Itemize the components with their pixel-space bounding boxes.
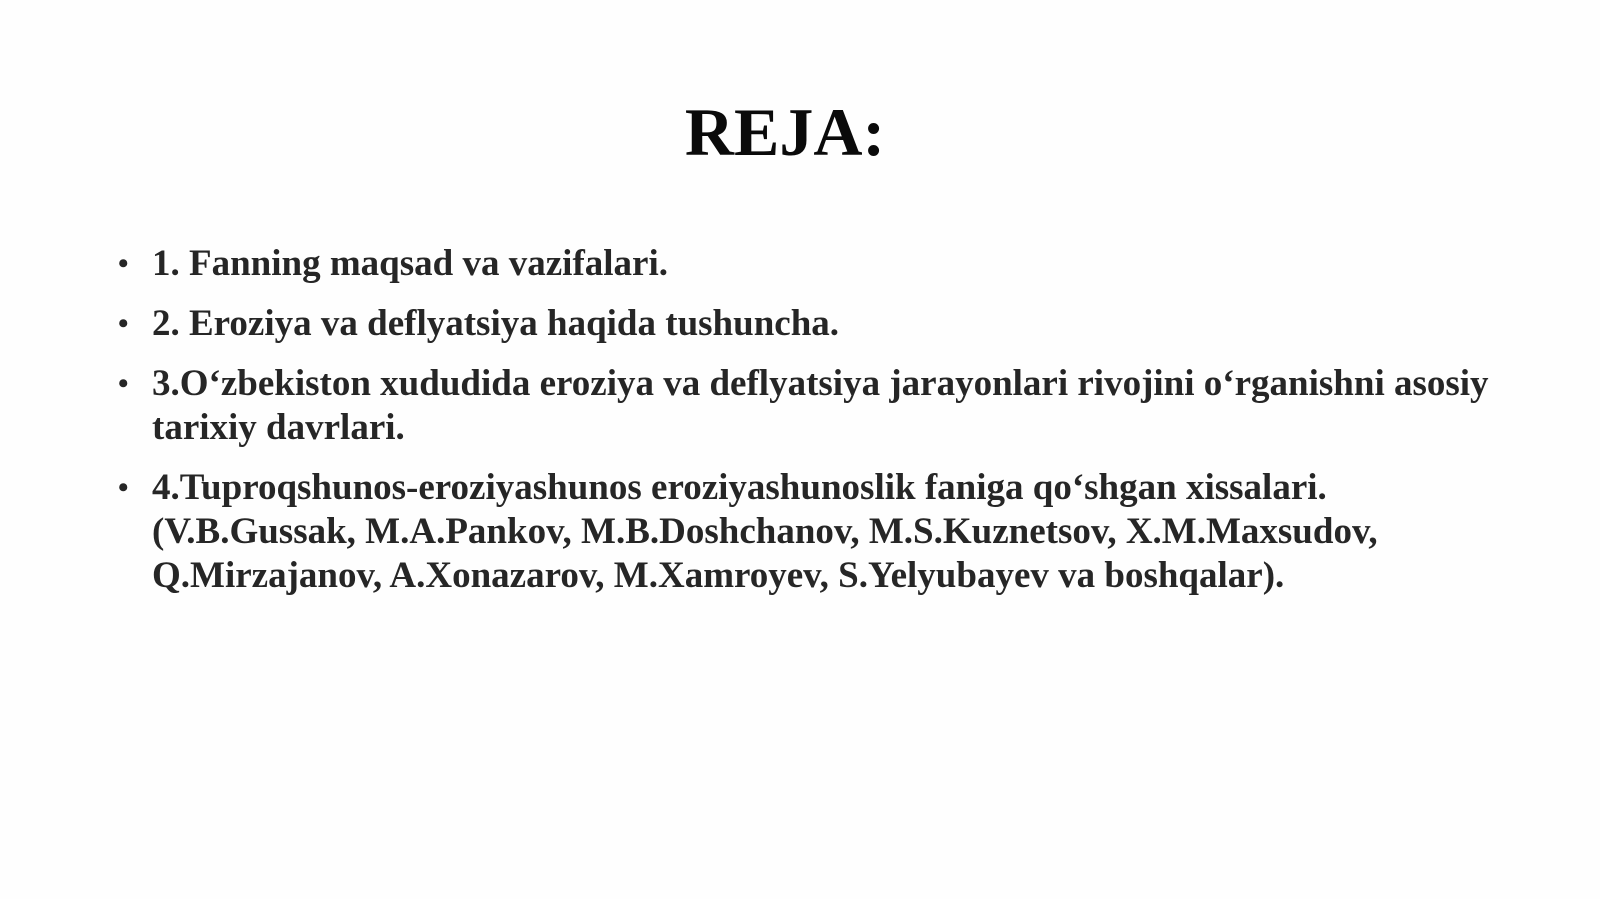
- plan-item-text: 3.O‘zbekiston xududida eroziya va deflyatsiya jarayonlari rivojini o‘rganishni asosiy tarixiy davrlari.: [152, 363, 1489, 448]
- plan-item-2: [118, 302, 1498, 346]
- plan-item-text: 1. Fanning maqsad va vazifalari.: [152, 243, 668, 284]
- plan-list: [118, 242, 1498, 614]
- plan-item-text: 4.Tuproqshunos-eroziyashunos eroziyashunoslik faniga qo‘shgan xissalari. (V.B.Gussak, M.A.Pankov, M.B.Doshchanov, M.S.Kuznetsov, X.M.Maxsudov, Q.Mirzajanov, A.Xonazarov, M.Xamroyev, S.Yelyubayev va boshqalar).: [152, 467, 1378, 596]
- plan-item-text: 2. Eroziya va deflyatsiya haqida tushuncha.: [152, 303, 840, 344]
- bullet-icon: •: [118, 307, 129, 340]
- bullet-icon: •: [118, 367, 129, 400]
- plan-item-4: [118, 466, 1498, 598]
- bullet-icon: •: [118, 247, 129, 280]
- slide-title: [0, 92, 1600, 172]
- plan-item-1: [118, 242, 1498, 286]
- slide-title-text: REJA:: [684, 94, 886, 170]
- plan-item-3: [118, 362, 1498, 450]
- bullet-icon: •: [118, 471, 129, 504]
